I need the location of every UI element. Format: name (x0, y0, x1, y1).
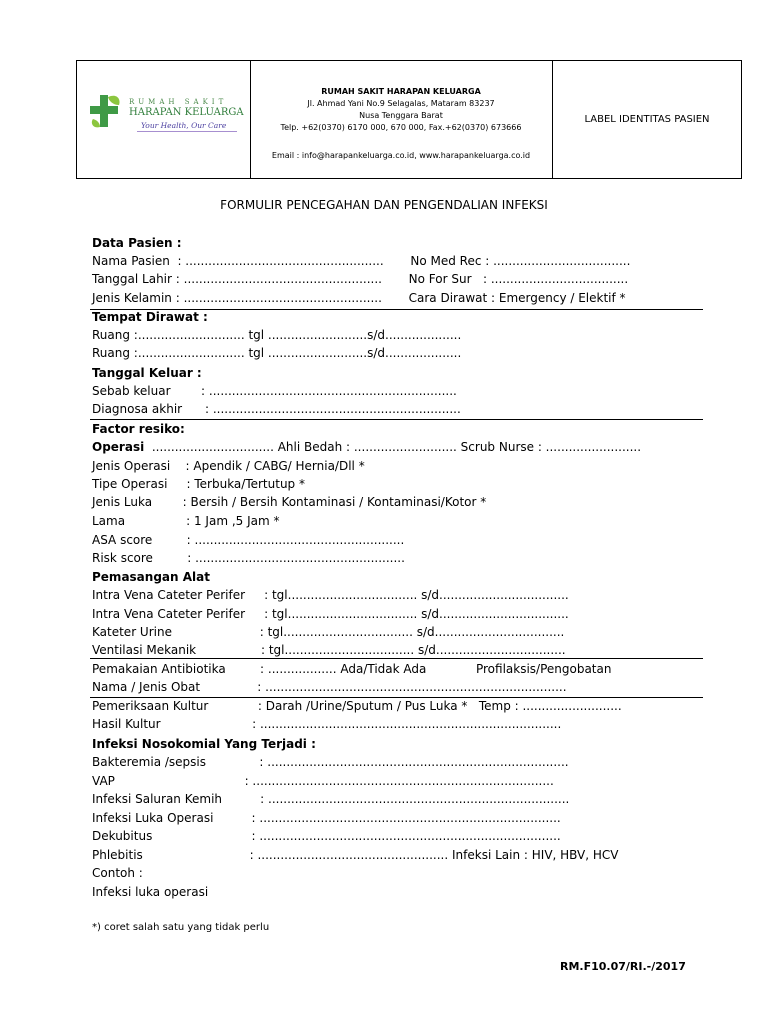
form-line (92, 625, 564, 639)
line-text: Ruang :............................ tgl ..........................s/d.................... (92, 346, 462, 360)
form-line (92, 848, 619, 862)
form-line (92, 533, 404, 547)
line-text: Sebab keluar : ................................................................. (92, 384, 457, 398)
heading-text: Pemasangan Alat (92, 570, 210, 584)
form-line (92, 254, 630, 268)
form-line (92, 588, 569, 602)
line-text: Jenis Luka : Bersih / Bersih Kontaminasi / Kontaminasi/Kotor * (92, 495, 487, 509)
form-line (92, 514, 279, 528)
heading-text: Data Pasien : (92, 236, 182, 250)
line-text: Pemeriksaan Kultur : Darah /Urine/Sputum / Pus Luka * Temp : .......................... (92, 699, 622, 713)
patient-label-cell (553, 61, 741, 178)
heading-text: Operasi (92, 440, 145, 454)
form-line (92, 699, 622, 713)
line-text: ASA score : ....................................................... (92, 533, 405, 547)
form-line (92, 662, 611, 676)
form-line (92, 495, 486, 509)
form-line (92, 384, 457, 398)
form-line (92, 643, 566, 657)
line-text: Jenis Operasi : Apendik / CABG/ Hernia/Dll * (92, 459, 365, 473)
section-heading (92, 366, 202, 380)
header-table (76, 60, 742, 179)
line-text: Hasil Kultur : ............................................................................... (92, 717, 562, 731)
form-line (92, 459, 365, 473)
line-text: Intra Vena Cateter Perifer : tgl.................................. s/d.................................. (92, 588, 569, 602)
line-text: Tipe Operasi : Terbuka/Tertutup * (92, 477, 305, 491)
form-line (92, 346, 461, 360)
form-line (92, 866, 143, 880)
line-text: Diagnosa akhir : ................................................................. (92, 402, 461, 416)
logo-top-text: RUMAH SAKIT (129, 98, 228, 106)
form-title: FORMULIR PENCEGAHAN DAN PENGENDALIAN INFEKSI (220, 198, 548, 212)
logo-tagline: Your Health, Our Care (141, 121, 227, 130)
line-text: Infeksi Luka Operasi : ............................................................................... (92, 811, 561, 825)
patient-label-text: LABEL IDENTITAS PASIEN (584, 114, 710, 125)
heading-text: Tanggal Keluar : (92, 366, 202, 380)
section-heading (92, 422, 185, 436)
line-text: Dekubitus : ............................................................................... (92, 829, 561, 843)
line-text: VAP : ............................................................................... (92, 774, 554, 788)
line-text: Infeksi luka operasi (92, 885, 209, 899)
line-text: Nama / Jenis Obat : ............................................................................... (92, 680, 567, 694)
line-text: Lama : 1 Jam ,5 Jam * (92, 514, 280, 528)
form-code: RM.F10.07/RI.-/2017 (560, 960, 686, 973)
form-line (92, 792, 569, 806)
line-text: Phlebitis : .................................................. Infeksi Lain : HIV, HBV, HCV (92, 848, 619, 862)
form-line (92, 402, 461, 416)
form-line (92, 885, 208, 899)
line-text: Tanggal Lahir : .................................................... No For Sur : .................................... (92, 272, 629, 286)
section-heading (92, 440, 641, 454)
line-text: Kateter Urine : tgl.................................. s/d.................................. (92, 625, 565, 639)
form-line (92, 607, 569, 621)
section-heading (92, 310, 208, 324)
hospital-address-line2: Nusa Tenggara Barat (359, 111, 443, 120)
section-divider (90, 419, 703, 420)
heading-text: Factor resiko: (92, 422, 185, 436)
form-line (92, 680, 567, 694)
form-line (92, 272, 628, 286)
hospital-phone: Telp. +62(0370) 6170 000, 670 000, Fax.+62(0370) 673666 (280, 123, 522, 132)
section-heading (92, 236, 182, 250)
heading-text: Tempat Dirawat : (92, 310, 208, 324)
form-line (92, 755, 569, 769)
section-divider (90, 309, 703, 310)
line-text: Contoh : (92, 866, 143, 880)
form-line (92, 477, 305, 491)
green-cross-leaf-icon (87, 91, 123, 131)
line-text: Pemakaian Antibiotika : .................. Ada/Tidak Ada Profilaksis/Pengobatan (92, 662, 612, 676)
hospital-info-cell (250, 61, 553, 178)
logo-underline (137, 131, 237, 132)
logo-cell (77, 61, 251, 178)
form-line (92, 291, 626, 305)
line-text: Intra Vena Cateter Perifer : tgl.................................. s/d.................................. (92, 607, 569, 621)
hospital-email: Email : info@harapankeluarga.co.id, www.harapankeluarga.co.id (271, 151, 531, 160)
hospital-address-line1: Jl. Ahmad Yani No.9 Selagalas, Mataram 83237 (307, 99, 495, 108)
heading-text: Infeksi Nosokomial Yang Terjadi : (92, 737, 316, 751)
form-line (92, 328, 461, 342)
form-line (92, 811, 561, 825)
form-line (92, 774, 554, 788)
line-text: Jenis Kelamin : .................................................... Cara Dirawat : Emergency / Elektif * (92, 291, 626, 305)
form-line (92, 829, 561, 843)
line-text: ................................ Ahli Bedah : ........................... Scrub Nurse : ......................... (144, 440, 642, 454)
form-line (92, 551, 405, 565)
section-divider (90, 658, 703, 659)
line-text: Bakteremia /sepsis : ............................................................................... (92, 755, 569, 769)
line-text: Nama Pasien : .................................................... No Med Rec : .................................... (92, 254, 631, 268)
line-text: Risk score : ....................................................... (92, 551, 405, 565)
form-line (92, 717, 561, 731)
hospital-name: RUMAH SAKIT HARAPAN KELUARGA (321, 87, 481, 96)
logo-name: HARAPAN KELUARGA (129, 107, 244, 118)
line-text: Ventilasi Mekanik : tgl.................................. s/d.................................. (92, 643, 566, 657)
line-text: Ruang :............................ tgl ..........................s/d.................... (92, 328, 462, 342)
line-text: Infeksi Saluran Kemih : ............................................................................... (92, 792, 570, 806)
footnote: *) coret salah satu yang tidak perlu (92, 922, 270, 933)
section-heading (92, 570, 210, 584)
section-divider (90, 697, 703, 698)
section-heading (92, 737, 316, 751)
